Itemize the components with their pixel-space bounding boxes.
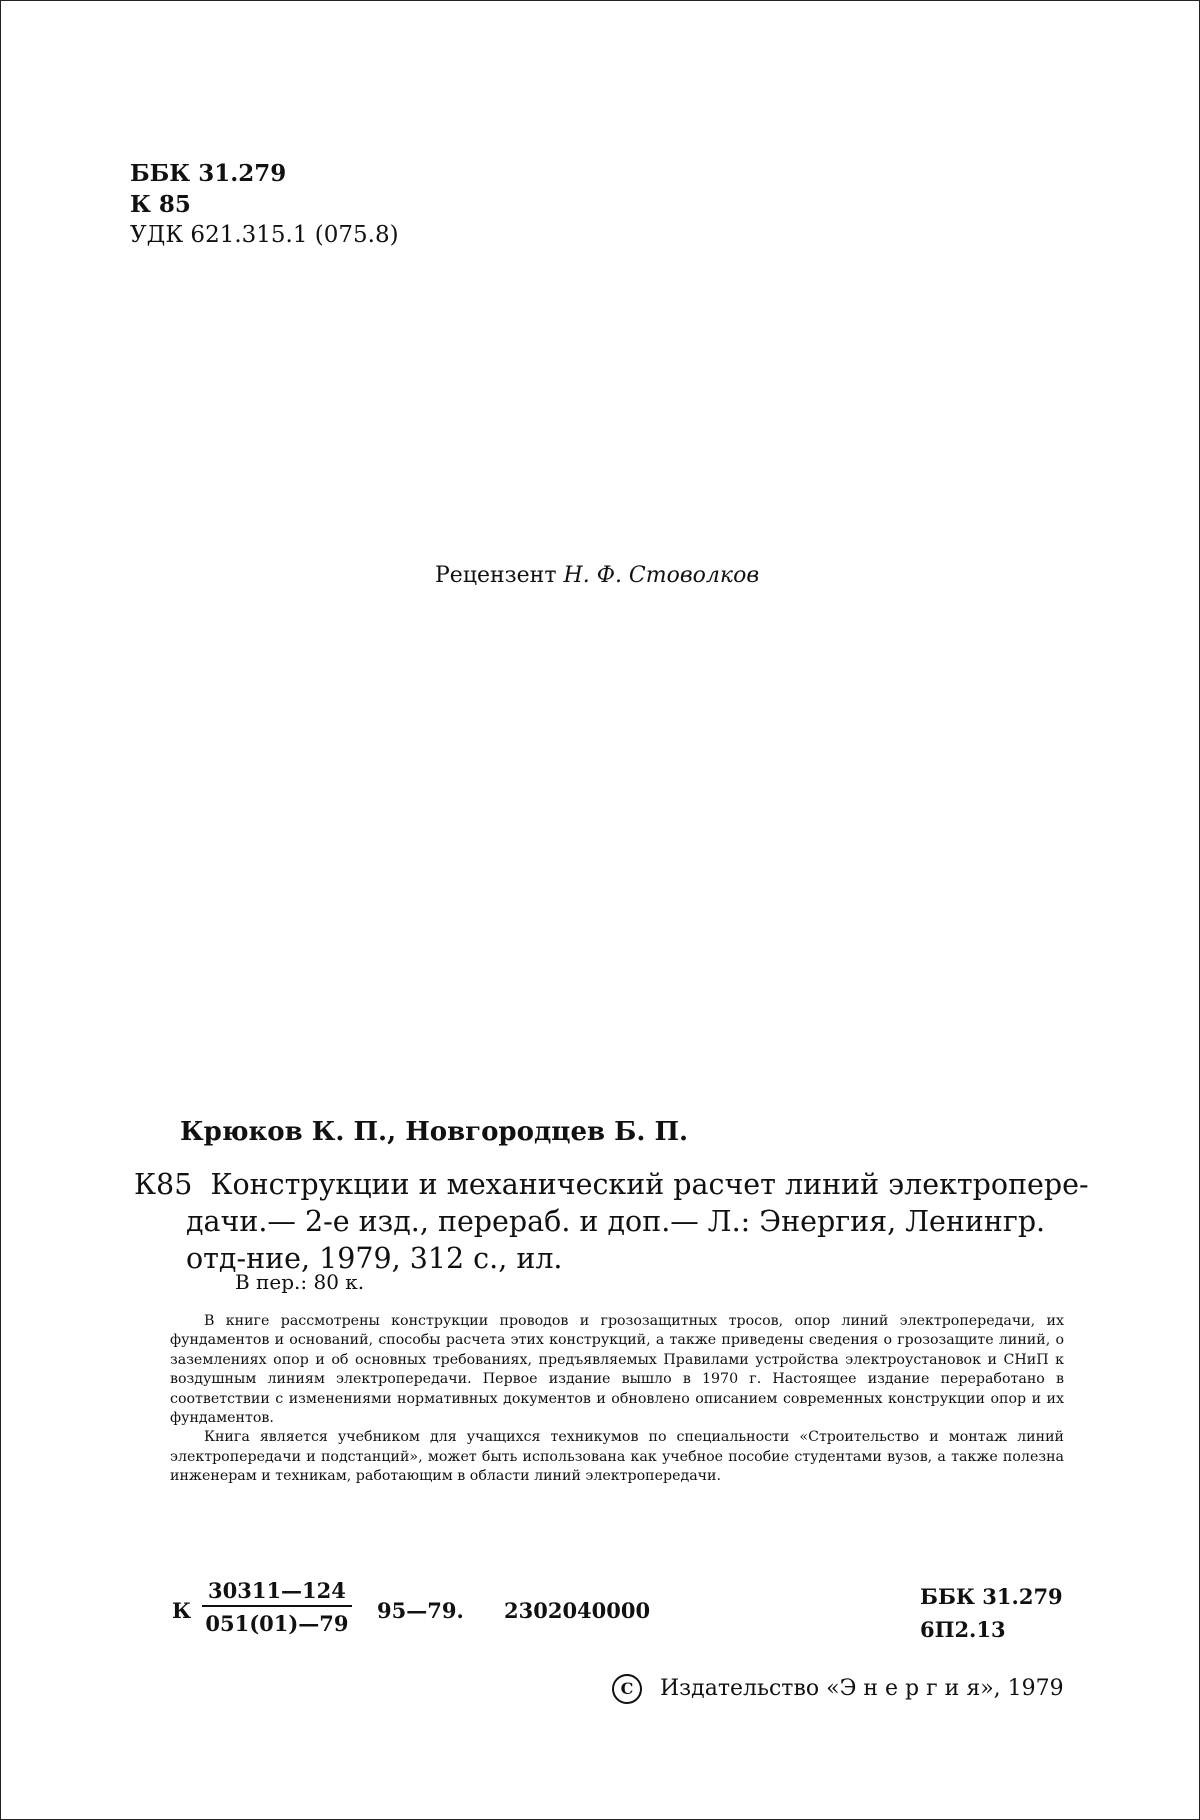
annotation-paragraph-2: Книга является учебником для учащихся техникумов по специальности «Строительство и монтаж линий электропередачи и подстанций», может быть использована как учебное пособие студентами вузов, а также полезна инженерам и техникам, работающим в области линий электропередачи. — [170, 1429, 1064, 1485]
copyright-icon: C — [612, 1674, 642, 1704]
udk-code: УДК 621.315.1 (075.8) — [130, 222, 399, 248]
index-order: 95—79. — [377, 1598, 464, 1623]
entry-mark: К85 — [134, 1168, 193, 1201]
author-mark: К 85 — [130, 191, 191, 218]
index-fraction — [202, 1578, 352, 1636]
reviewer-name: Н. Ф. Стоволков — [563, 563, 760, 588]
index-denominator: 051(01)—79 — [205, 1611, 349, 1636]
index-numerator: 30311—124 — [202, 1578, 352, 1607]
reviewer-line — [435, 563, 759, 588]
index-letter: К — [172, 1598, 192, 1623]
copyright-text: Издательство «Э н е р г и я», 1979 — [660, 1676, 1064, 1701]
bbk-code: ББК 31.279 — [130, 160, 287, 187]
index-code: 2302040000 — [504, 1598, 651, 1623]
entry-line-1 — [134, 1166, 1094, 1203]
entry-title-start: Конструкции и механический расчет линий электропере- — [210, 1168, 1089, 1201]
annotation — [170, 1312, 1064, 1487]
bbk-bottom-line-1: ББК 31.279 — [920, 1584, 1063, 1609]
bibliographic-entry — [134, 1166, 1094, 1277]
bbk-bottom-line-2: 6П2.13 — [920, 1617, 1006, 1642]
authors-heading: Крюков К. П., Новгородцев Б. П. — [180, 1117, 689, 1147]
classification-codes — [130, 158, 399, 251]
entry-line-3: отд-ние, 1979, 312 с., ил. — [186, 1242, 563, 1275]
copyright-line — [612, 1674, 1064, 1704]
price-line: В пер.: 80 к. — [235, 1270, 365, 1294]
bbk-bottom — [920, 1580, 1063, 1646]
annotation-paragraph-1: В книге рассмотрены конструкции проводов и грозозащитных тросов, опор линий электропередачи, их фундаментов и оснований, способы расчета этих конструкций, а также приведены сведения о грозозащите линий, о заземлениях опор и об основных требованиях, предъявляемых Правилами устройства электроустановок и СНиП к воздушным линиям электропередачи. Первое издание вышло в 1970 г. Настоящее издание переработано в соответствии с изменениями нормативных документов и обновлено описанием современных конструкции опор и их фундаментов. — [170, 1313, 1064, 1427]
reviewer-label: Рецензент — [435, 563, 557, 588]
entry-line-2: дачи.— 2-е изд., перераб. и доп.— Л.: Энергия, Ленингр. — [186, 1205, 1046, 1238]
